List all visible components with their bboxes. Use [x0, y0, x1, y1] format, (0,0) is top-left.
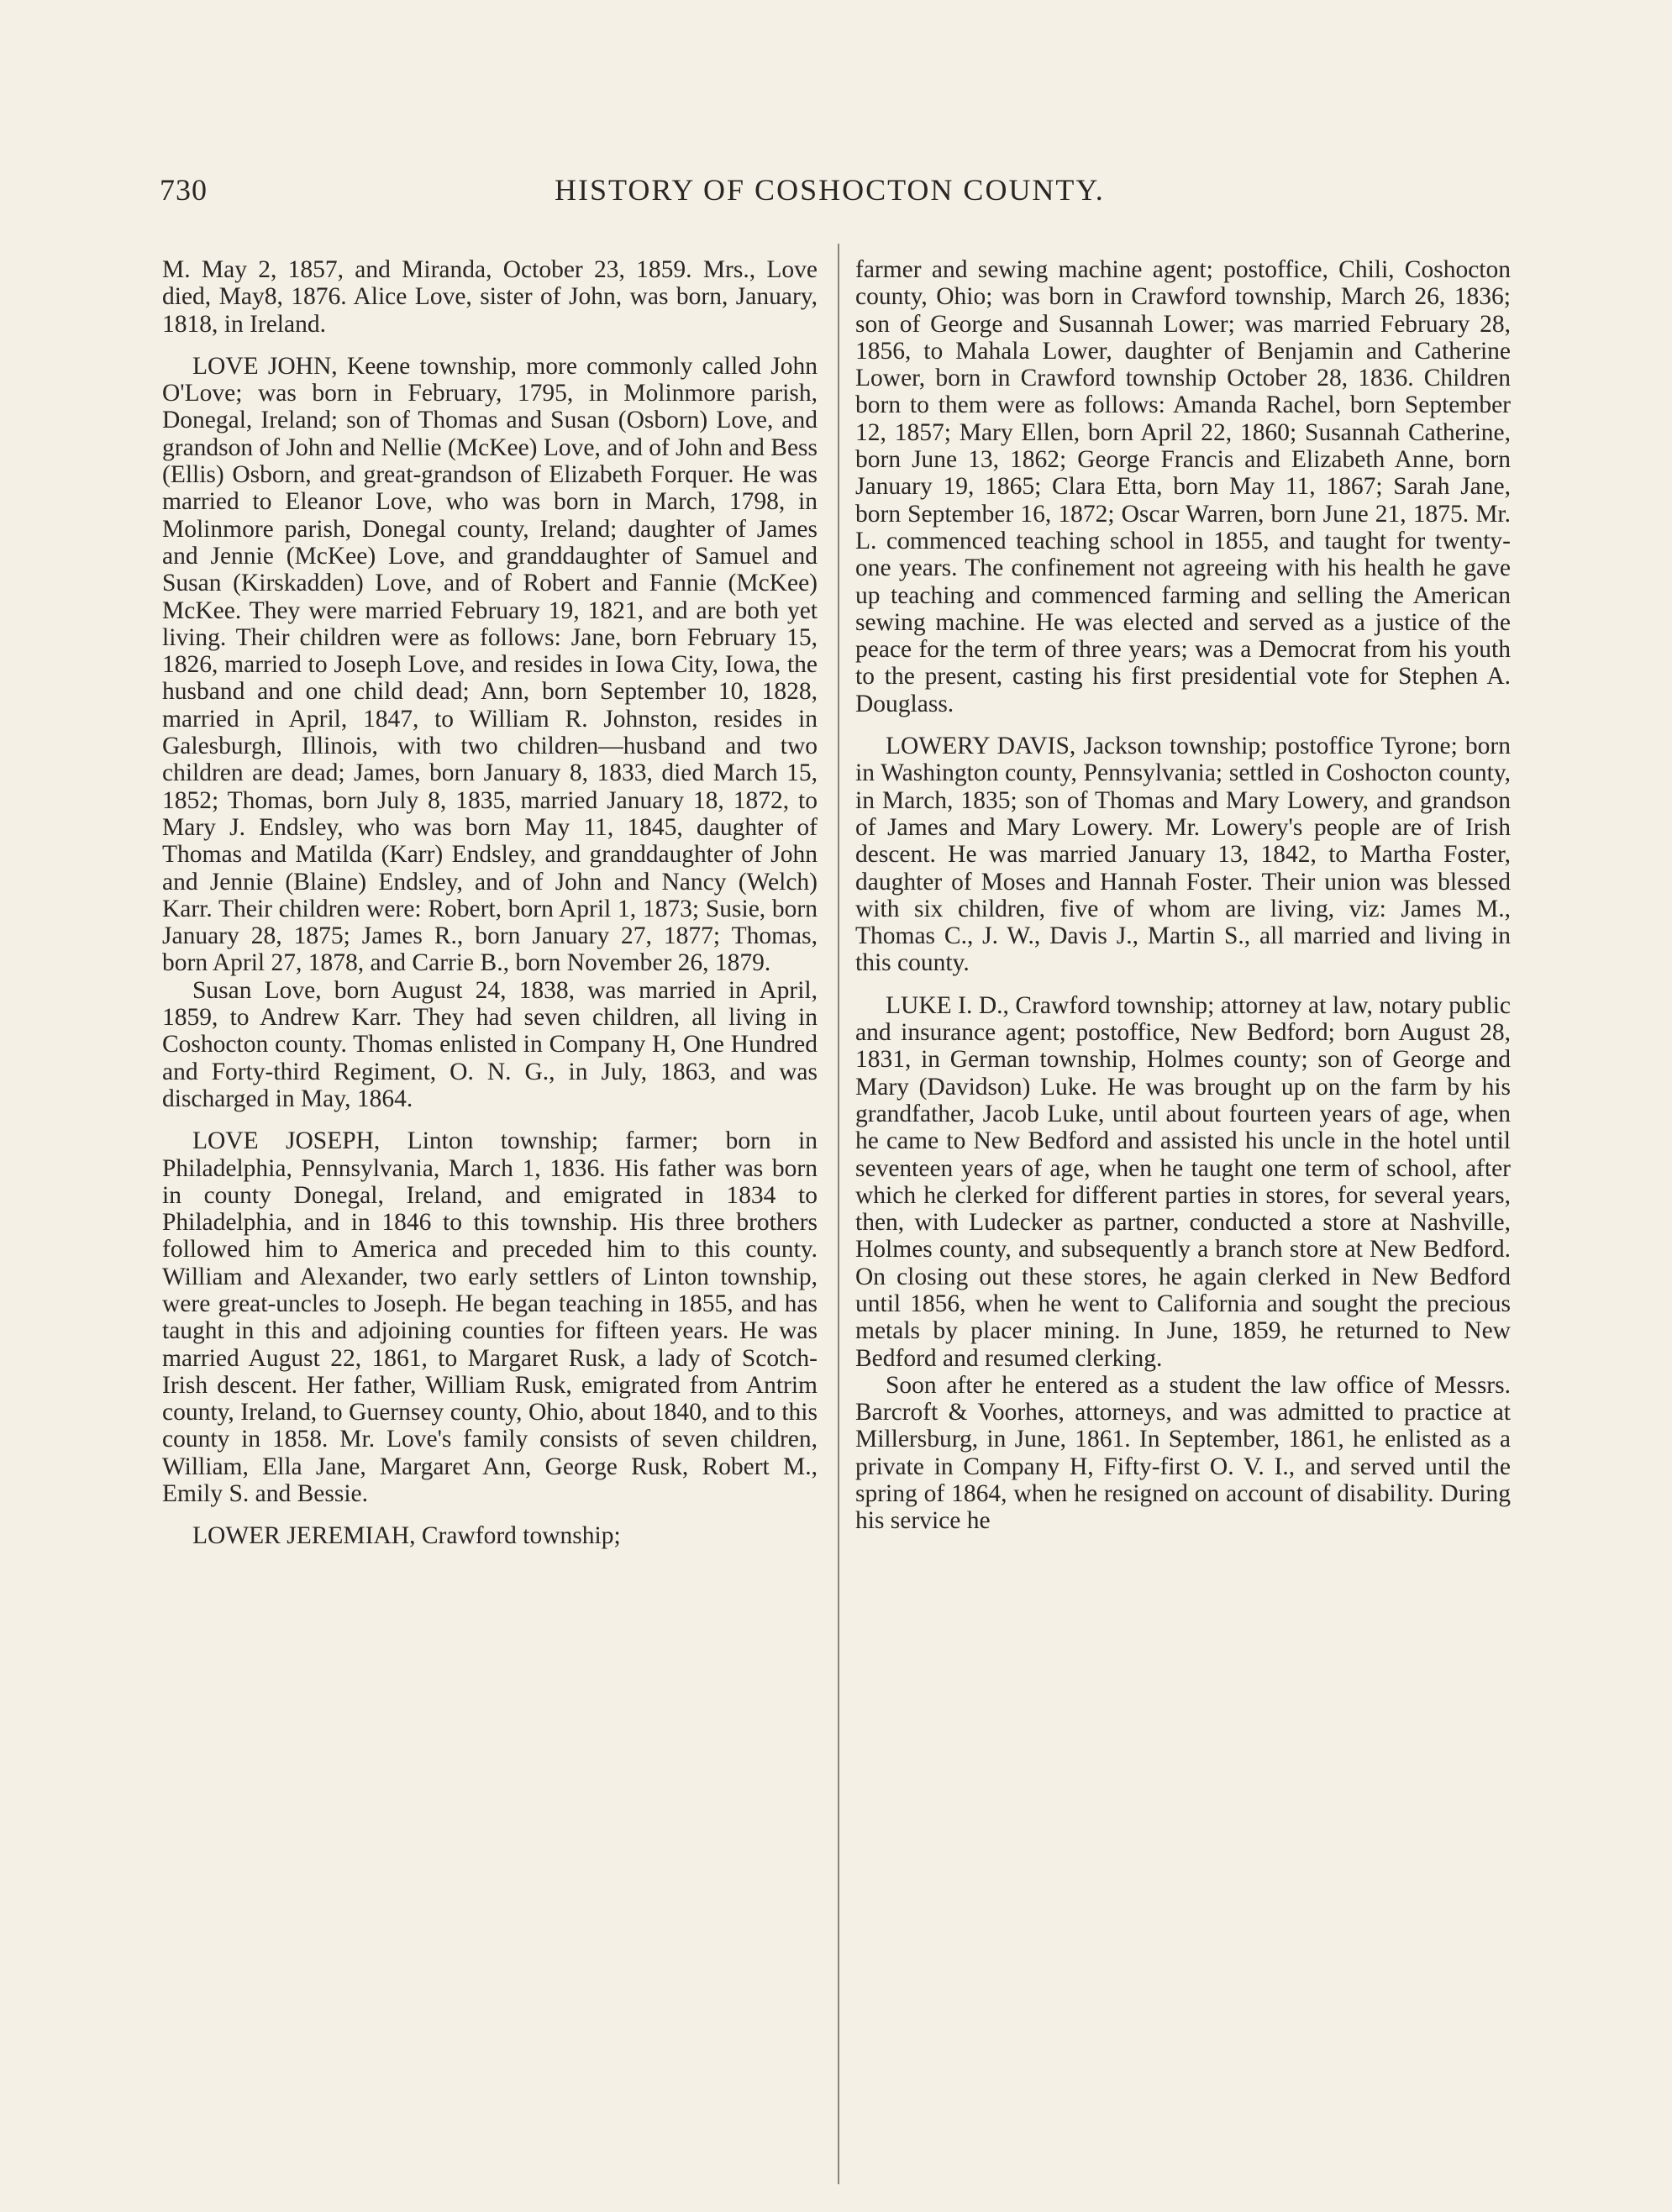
- entry-lower-jeremiah-continued: farmer and sewing machine agent; postoffice, Chili, Coshocton county, Ohio; was born in Crawford township, March 26, 1836; son of George and Susannah Lower; was married February 28, 1856, to Mahala Lower, daughter of Benjamin and Catherine Lower, born in Crawford township October 28, 1836. Children born to them were as follows: Amanda Rachel, born September 12, 1857; Mary Ellen, born April 22, 1860; Susannah Catherine, born June 13, 1862; George Francis and Elizabeth Anne, born January 19, 1865; Clara Etta, born May 11, 1867; Sarah Jane, born September 16, 1872; Oscar Warren, born June 21, 1875. Mr. L. commenced teaching school in 1855, and taught for twenty-one years. The confinement not agreeing with his health he gave up teaching and commenced farming and selling the American sewing machine. He was elected and served as a justice of the peace for the term of three years; was a Democrat from his youth to the present, casting his first presidential vote for Stephen A. Douglass.: [855, 256, 1511, 717]
- left-column: [162, 256, 818, 1550]
- column-divider: [838, 244, 839, 2184]
- right-column: [855, 256, 1511, 1535]
- running-title: HISTORY OF COSHOCTON COUNTY.: [555, 173, 1105, 207]
- entry-luke-id-continued: Soon after he entered as a student the law office of Messrs. Barcroft & Voorhes, attorneys, and was admitted to practice at Millersburg, in June, 1861. In September, 1861, he enlisted as a private in Company H, Fifty-first O. V. I., and served until the spring of 1864, when he resigned on account of disability. During his service he: [855, 1371, 1511, 1535]
- page-header: [160, 172, 1504, 214]
- entry-luke-id: LUKE I. D., Crawford township; attorney at law, notary public and insurance agent; postoffice, New Bedford; born August 28, 1831, in German township, Holmes county; son of George and Mary (Davidson) Luke. He was brought up on the farm by his grandfather, Jacob Luke, until about fourteen years of age, when he came to New Bedford and assisted his uncle in the hotel until seventeen years of age, when he taught one term of school, after which he clerked for different parties in stores, for several years, then, with Ludecker as partner, conducted a store at Nashville, Holmes county, and subsequently a branch store at New Bedford. On closing out these stores, he again clerked in New Bedford until 1856, when he went to California and sought the precious metals by placer mining. In June, 1859, he returned to New Bedford and resumed clerking.: [855, 991, 1511, 1372]
- entry-lower-jeremiah-start: LOWER JEREMIAH, Crawford township;: [192, 1522, 621, 1550]
- entry-susan-love: Susan Love, born August 24, 1838, was married in April, 1859, to Andrew Karr. They had seven children, all living in Coshocton county. Thomas enlisted in Company H, One Hundred and Forty-third Regiment, O. N. G., in July, 1863, and was discharged in May, 1864.: [162, 976, 818, 1112]
- paragraph-continuation: M. May 2, 1857, and Miranda, October 23, 1859. Mrs., Love died, May8, 1876. Alice Love, sister of John, was born, January, 1818, in Ireland.: [162, 256, 818, 338]
- entry-lowery-davis: LOWERY DAVIS, Jackson township; postoffice Tyrone; born in Washington county, Pennsylvania; settled in Coshocton county, in March, 1835; son of Thomas and Mary Lowery, and grandson of James and Mary Lowery. Mr. Lowery's people are of Irish descent. He was married January 13, 1842, to Martha Foster, daughter of Moses and Hannah Foster. Their union was blessed with six children, five of whom are living, viz: James M., Thomas C., J. W., Davis J., Martin S., all married and living in this county.: [855, 733, 1511, 977]
- page-number: 730: [160, 173, 208, 207]
- entry-love-joseph: LOVE JOSEPH, Linton township; farmer; born in Philadelphia, Pennsylvania, March 1, 1836. His father was born in county Donegal, Ireland, and emigrated in 1834 to Philadelphia, and in 1846 to this township. His three brothers followed him to America and preceded him to this county. William and Alexander, two early settlers of Linton township, were great-uncles to Joseph. He began teaching in 1855, and has taught in this and adjoining counties for fifteen years. He was married August 22, 1861, to Margaret Rusk, a lady of Scotch-Irish descent. Her father, William Rusk, emigrated from Antrim county, Ireland, to Guernsey county, Ohio, about 1840, and to this county in 1858. Mr. Love's family consists of seven children, William, Ella Jane, Margaret Ann, George Rusk, Robert M., Emily S. and Bessie.: [162, 1127, 818, 1508]
- entry-love-john: LOVE JOHN, Keene township, more commonly called John O'Love; was born in February, 1795, in Molinmore parish, Donegal, Ireland; son of Thomas and Susan (Osborn) Love, and grandson of John and Nellie (McKee) Love, and of John and Bess (Ellis) Osborn, and great-grandson of Elizabeth Forquer. He was married to Eleanor Love, who was born in March, 1798, in Molinmore parish, Donegal county, Ireland; daughter of James and Jennie (McKee) Love, and granddaughter of Samuel and Susan (Kirskadden) Love, and of Robert and Fannie (McKee) McKee. They were married February 19, 1821, and are both yet living. Their children were as follows: Jane, born February 15, 1826, married to Joseph Love, and resides in Iowa City, Iowa, the husband and one child dead; Ann, born September 10, 1828, married in April, 1847, to William R. Johnston, resides in Galesburgh, Illinois, with two children—husband and two children are dead; James, born January 8, 1833, died March 15, 1852; Thomas, born July 8, 1835, married January 18, 1872, to Mary J. Endsley, who was born May 11, 1845, daughter of Thomas and Matilda (Karr) Endsley, and granddaughter of John and Jennie (Blaine) Endsley, and of John and Nancy (Welch) Karr. Their children were: Robert, born April 1, 1873; Susie, born January 28, 1875; James R., born January 27, 1877; Thomas, born April 27, 1878, and Carrie B., born November 26, 1879.: [162, 352, 818, 977]
